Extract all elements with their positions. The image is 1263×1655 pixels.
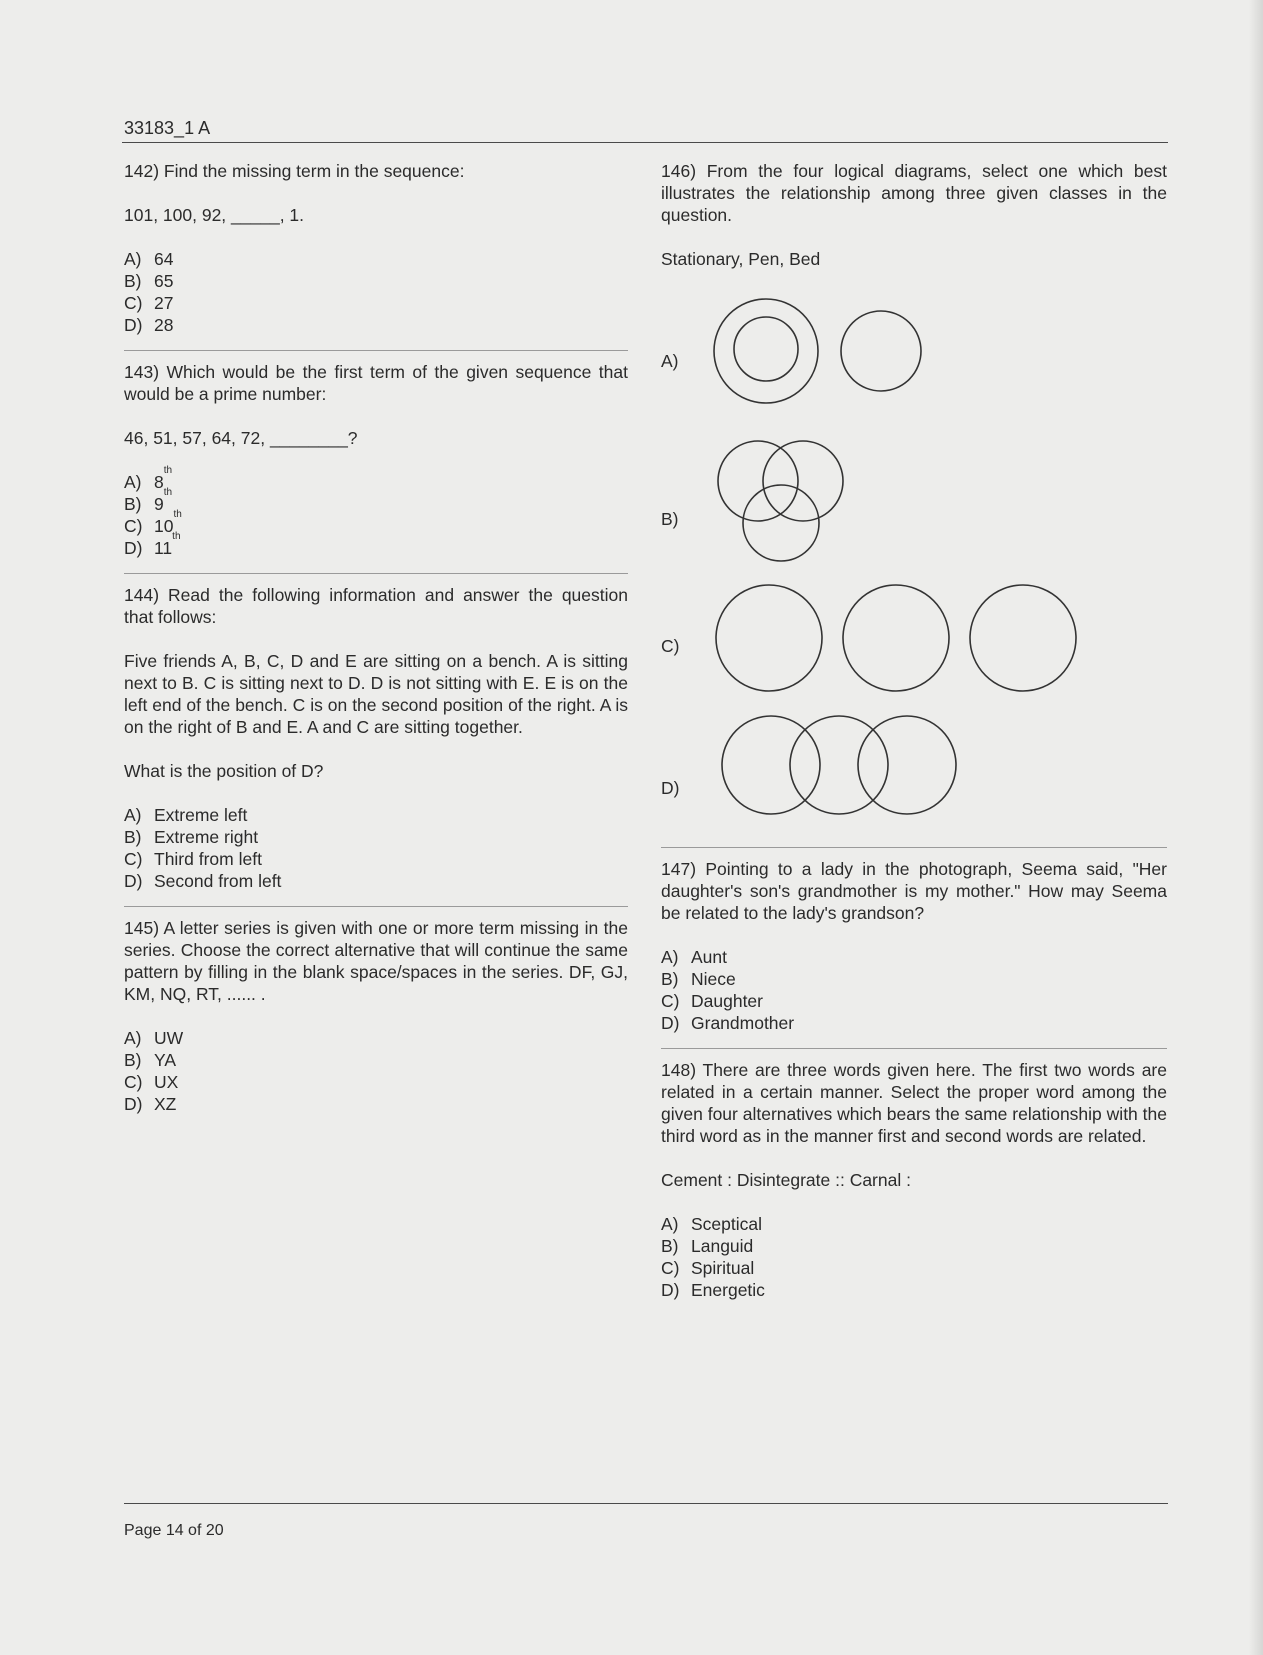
question-144 [124, 584, 628, 892]
page-number: Page 14 of 20 [124, 1522, 224, 1539]
option-text: Spiritual [691, 1258, 755, 1278]
circle-2 [843, 585, 949, 691]
diagram-b [661, 438, 1167, 583]
option-text: Second from left [154, 871, 282, 891]
option-text: Niece [691, 969, 736, 989]
option-text: Aunt [691, 947, 727, 967]
scan-edge-shadow [1249, 0, 1263, 1655]
diagram-c [661, 583, 1167, 713]
inner-circle [734, 317, 798, 381]
option-c [124, 848, 628, 870]
option-text: 65 [154, 271, 174, 291]
question-passage: Five friends A, B, C, D and E are sitting on a bench. A is sitting next to B. C is sitting next to D. D is not sitting with E. E is on the left end of the bench. C is on the second position of the right. A is on the right of B and E. A and C are sitting together. [124, 651, 628, 737]
option-key: D) [124, 1094, 143, 1114]
options-list [124, 465, 628, 559]
option-text: 27 [154, 293, 174, 313]
option-key: D) [124, 871, 143, 891]
option-c [661, 1257, 1167, 1279]
diagram-a-venn [711, 296, 941, 406]
question-stem: 144) Read the following information and answer the question that follows: [124, 585, 628, 627]
option-b [661, 1235, 1167, 1257]
option-text: 8 [154, 472, 164, 492]
option-c [124, 1071, 628, 1093]
left-column [124, 160, 628, 1115]
option-c [124, 292, 628, 314]
option-key: A) [124, 1028, 142, 1048]
separate-circle [841, 311, 921, 391]
option-text: Languid [691, 1236, 754, 1256]
top-right-circle [763, 441, 843, 521]
option-key: C) [124, 1072, 143, 1092]
diagram-label: D) [661, 778, 680, 798]
bottom-circle [743, 485, 819, 561]
diagram-label: B) [661, 509, 679, 529]
question-divider [124, 350, 628, 351]
option-text: UW [154, 1028, 184, 1048]
option-text: Daughter [691, 991, 763, 1011]
option-key: A) [124, 249, 142, 269]
question-148 [661, 1059, 1167, 1301]
question-sequence: 46, 51, 57, 64, 72, ________? [124, 428, 358, 448]
option-d [661, 1012, 1167, 1034]
option-text: 10 [154, 516, 174, 536]
question-prompt: What is the position of D? [124, 761, 324, 781]
circle-1 [716, 585, 822, 691]
diagram-d-venn [711, 713, 971, 817]
question-analogy: Cement : Disintegrate :: Carnal : [661, 1170, 911, 1190]
option-key: C) [661, 1258, 680, 1278]
option-d [124, 1093, 628, 1115]
option-a [124, 465, 628, 493]
option-text: XZ [154, 1094, 177, 1114]
option-text: Energetic [691, 1280, 765, 1300]
option-b [124, 270, 628, 292]
footer-rule [124, 1503, 1168, 1504]
question-stem: 143) Which would be the first term of the given sequence that would be a prime number: [124, 362, 628, 404]
option-text: Extreme left [154, 805, 248, 825]
question-145 [124, 917, 628, 1115]
option-a [661, 946, 1167, 968]
option-b [661, 968, 1167, 990]
question-stem: 146) From the four logical diagrams, select one which best illustrates the relationship among three given classes in the question. [661, 161, 1167, 225]
option-key: B) [124, 1050, 142, 1070]
option-text: 64 [154, 249, 174, 269]
options-list [124, 248, 628, 336]
option-key: B) [661, 1236, 679, 1256]
question-divider [124, 906, 628, 907]
option-text: Third from left [154, 849, 262, 869]
option-c [661, 990, 1167, 1012]
option-text: 11 [154, 538, 173, 558]
top-left-circle [718, 441, 798, 521]
ordinal-suffix: th [172, 531, 181, 542]
option-text: YA [154, 1050, 177, 1070]
left-circle [722, 716, 820, 814]
question-stem: 145) A letter series is given with one or more term missing in the series. Choose the correct alternative that will continue the same pattern by filling in the blank space/spaces in the series. DF, GJ, KM, NQ, RT, ...... . [124, 918, 628, 1004]
option-a [124, 248, 628, 270]
option-text: 9 [154, 494, 164, 514]
option-a [124, 804, 628, 826]
question-143 [124, 361, 628, 559]
diagram-c-venn [711, 583, 1091, 693]
option-key: C) [124, 293, 143, 313]
option-text: Grandmother [691, 1013, 795, 1033]
option-key: D) [124, 538, 143, 558]
option-key: A) [124, 805, 142, 825]
diagram-d [661, 713, 1167, 843]
option-key: B) [124, 827, 142, 847]
diagram-label: C) [661, 636, 680, 656]
question-stem: 142) Find the missing term in the sequence: [124, 161, 465, 181]
option-key: C) [124, 516, 143, 536]
circle-3 [970, 585, 1076, 691]
option-b [124, 826, 628, 848]
option-b [124, 487, 628, 515]
diagram-a [661, 296, 1167, 438]
option-key: B) [124, 271, 142, 291]
question-divider [124, 573, 628, 574]
question-146 [661, 160, 1167, 843]
option-key: B) [124, 494, 142, 514]
option-d [124, 870, 628, 892]
option-key: A) [661, 947, 679, 967]
option-key: C) [661, 991, 680, 1011]
option-key: B) [661, 969, 679, 989]
ordinal-suffix: th [163, 465, 173, 476]
options-list [661, 946, 1167, 1034]
ordinal-suffix: th [173, 509, 182, 520]
option-key: C) [124, 849, 143, 869]
question-classes: Stationary, Pen, Bed [661, 249, 821, 269]
option-a [661, 1213, 1167, 1235]
option-text: Extreme right [154, 827, 259, 847]
option-c [124, 509, 628, 537]
question-sequence: 101, 100, 92, _____, 1. [124, 205, 305, 225]
option-key: A) [124, 472, 142, 492]
diagram-label: A) [661, 351, 679, 371]
diagram-b-venn [711, 438, 871, 568]
options-list [124, 804, 628, 892]
options-list [124, 1027, 628, 1115]
question-147 [661, 858, 1167, 1034]
option-d [124, 314, 628, 336]
question-divider [661, 1048, 1167, 1049]
option-text: UX [154, 1072, 179, 1092]
option-key: D) [124, 315, 143, 335]
options-list [661, 1213, 1167, 1301]
option-key: A) [661, 1214, 679, 1234]
question-divider [661, 847, 1167, 848]
option-key: D) [661, 1013, 680, 1033]
question-stem: 147) Pointing to a lady in the photograph, Seema said, "Her daughter's son's grandmother is my mother." How may Seema be related to the lady's grandson? [661, 859, 1167, 923]
question-stem: 148) There are three words given here. The first two words are related in a certain manner. Select the proper word among the given four alternatives which bears the same relationship with the third word as in the manner first and second words are related. [661, 1060, 1167, 1146]
right-circle [858, 716, 956, 814]
question-142 [124, 160, 628, 336]
paper-code: 33183_1 A [124, 118, 211, 138]
outer-circle [714, 299, 818, 403]
middle-circle [790, 716, 888, 814]
option-key: D) [661, 1280, 680, 1300]
option-a [124, 1027, 628, 1049]
header-rule [122, 142, 1168, 143]
ordinal-suffix: th [163, 487, 173, 498]
option-d [661, 1279, 1167, 1301]
option-text: 28 [154, 315, 174, 335]
right-column [661, 160, 1167, 1301]
option-b [124, 1049, 628, 1071]
option-d [124, 531, 628, 559]
option-text: Sceptical [691, 1214, 763, 1234]
